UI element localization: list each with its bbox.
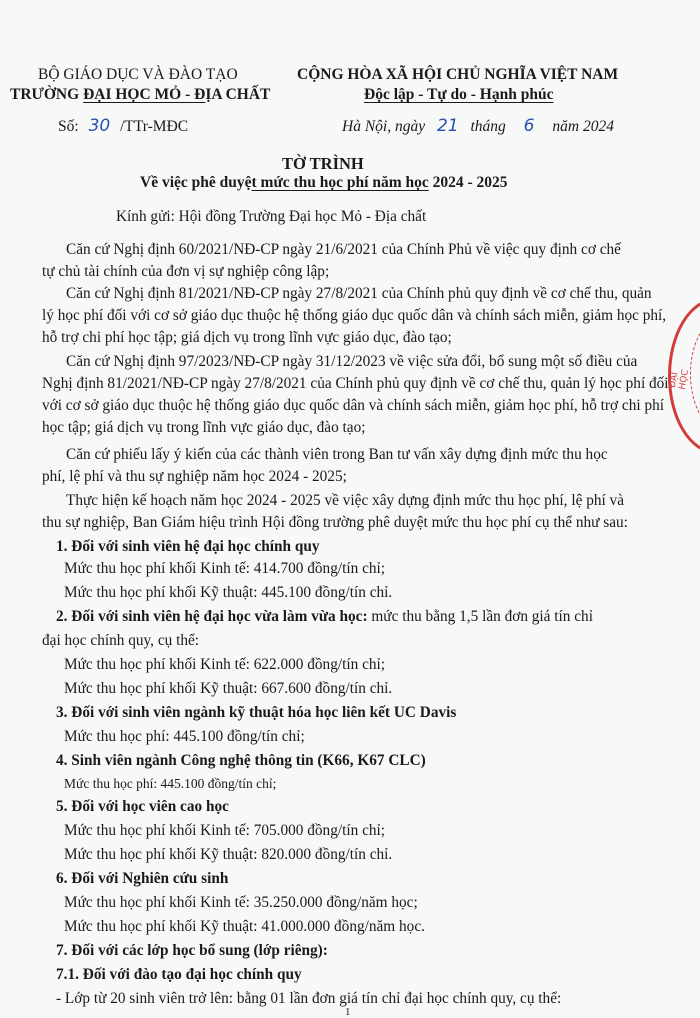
subtitle-prefix: Về việc phê duyệ [140, 174, 252, 191]
recipient-line: Kính gửi: Hội đồng Trường Đại học Mỏ - Địa chất [116, 208, 427, 225]
national-motto: Độc lập - Tự do - Hạnh phúc [364, 86, 554, 103]
school-name [10, 86, 270, 104]
section-7-1-line: - Lớp từ 20 sinh viên trở lên: bằng 01 lần đơn giá tín chỉ đại học chính quy, cụ thể: [56, 990, 562, 1007]
preamble-line: tự chủ tài chính của đơn vị sự nghiệp công lập; [42, 263, 330, 280]
date-year: năm 2024 [552, 118, 614, 135]
date-day: 21 [436, 116, 459, 136]
preamble-line: phí, lệ phí và thu sự nghiệp năm học 2024 - 2025; [42, 468, 347, 485]
section-2-line: Mức thu học phí khối Kinh tế: 622.000 đồng/tín chỉ; [64, 656, 386, 673]
date-month: 6 [523, 116, 535, 136]
number-suffix: /TTr-MĐC [120, 118, 189, 135]
section-5-line: Mức thu học phí khối Kỹ thuật: 820.000 đồng/tín chỉ. [64, 846, 393, 863]
preamble-line: Thực hiện kế hoạch năm học 2024 - 2025 về việc xây dựng định mức thu học phí, lệ phí và [66, 492, 624, 509]
stamp-text: ĐẠI HỌC [667, 368, 692, 391]
section-5-line: Mức thu học phí khối Kinh tế: 705.000 đồng/tín chỉ; [64, 822, 386, 839]
preamble-line: thu sự nghiệp, Ban Giám hiệu trình Hội đồng trường phê duyệt mức thu học phí cụ thể như sau: [42, 514, 628, 531]
section-4-title: 4. Sinh viên ngành Công nghệ thông tin (K66, K67 CLC) [56, 752, 426, 769]
preamble-line: học tập; giá dịch vụ trong lĩnh vực giáo dục, đào tạo; [42, 419, 366, 436]
preamble-line: lý học phí đối với cơ sở giáo dục thuộc hệ thống giáo dục quốc dân và chính sách miễn, giảm học phí, [42, 307, 667, 324]
school-underlined: ĐẠI HỌC MỎ - Đ [83, 86, 206, 103]
ministry-name: BỘ GIÁO DỤC VÀ ĐÀO TẠO [38, 66, 238, 83]
preamble-line: hỗ trợ chi phí học tập; giá dịch vụ trong lĩnh vực giáo dục, đào tạo; [42, 329, 452, 346]
section-3-line: Mức thu học phí: 445.100 đồng/tín chỉ; [64, 728, 305, 745]
section-2-title [56, 608, 593, 626]
school-suffix: ỊA CHẤT [205, 86, 271, 103]
section-1-title: 1. Đối với sinh viên hệ đại học chính quy [56, 538, 320, 555]
page-number: 1 [345, 1006, 351, 1018]
section-4-line: Mức thu học phí: 445.100 đồng/tín chỉ; [64, 776, 277, 791]
number-label: Số: [58, 118, 79, 135]
section-6-line: Mức thu học phí khối Kỹ thuật: 41.000.000 đồng/năm học. [64, 918, 425, 935]
preamble-line: Căn cứ phiếu lấy ý kiến của các thành viên trong Ban tư vấn xây dựng định mức thu học [66, 446, 608, 463]
subtitle-underlined: t mức thu học phí năm học [251, 174, 429, 191]
section-1-line: Mức thu học phí khối Kỹ thuật: 445.100 đồng/tín chỉ. [64, 584, 393, 601]
preamble-line: Căn cứ Nghị định 81/2021/NĐ-CP ngày 27/8/2021 của Chính phủ quy định về cơ chế thu, quản [66, 285, 652, 302]
school-prefix: TRƯỜNG [10, 86, 84, 103]
document-number [58, 116, 188, 136]
republic-title: CỘNG HÒA XÃ HỘI CHỦ NGHĨA VIỆT NAM [297, 66, 619, 83]
preamble-line: với cơ sở giáo dục thuộc hệ thống giáo dục quốc dân và chính sách miễn, giảm học phí, hỗ trợ chi phí [42, 397, 664, 414]
section-2-heading: 2. Đối với sinh viên hệ đại học vừa làm vừa học: [56, 608, 368, 625]
document-title: TỜ TRÌNH [282, 154, 364, 173]
section-2-line: đại học chính quy, cụ thể: [42, 632, 200, 649]
document-date [342, 116, 614, 136]
section-1-line: Mức thu học phí khối Kinh tế: 414.700 đồng/tín chỉ; [64, 560, 386, 577]
number-value: 30 [88, 116, 111, 136]
section-6-line: Mức thu học phí khối Kinh tế: 35.250.000 đồng/năm học; [64, 894, 418, 911]
section-7-1-title: 7.1. Đối với đào tạo đại học chính quy [56, 966, 302, 983]
document-subtitle [140, 174, 508, 192]
section-2-description: mức thu bằng 1,5 lần đơn giá tín chỉ [367, 608, 593, 625]
section-7-title: 7. Đối với các lớp học bổ sung (lớp riêng): [56, 942, 328, 959]
section-3-title: 3. Đối với sinh viên ngành kỹ thuật hóa học liên kết UC Davis [56, 704, 457, 721]
preamble-line: Nghị định 81/2021/NĐ-CP ngày 27/8/2021 của Chính phủ quy định về cơ chế thu, quản lý học phí đối [42, 375, 669, 392]
preamble-line: Căn cứ Nghị định 60/2021/NĐ-CP ngày 21/6/2021 của Chính Phủ về việc quy định cơ chế [66, 241, 621, 258]
preamble-line: Căn cứ Nghị định 97/2023/NĐ-CP ngày 31/12/2023 về việc sửa đổi, bổ sung một số điều của [66, 353, 638, 370]
subtitle-suffix: 2024 - 2025 [428, 174, 508, 191]
date-prefix: Hà Nội, ngày [342, 118, 426, 135]
section-2-line: Mức thu học phí khối Kỹ thuật: 667.600 đồng/tín chỉ. [64, 680, 393, 697]
date-month-label: tháng [470, 118, 506, 135]
section-6-title: 6. Đối với Nghiên cứu sinh [56, 870, 229, 887]
section-5-title: 5. Đối với học viên cao học [56, 798, 229, 815]
